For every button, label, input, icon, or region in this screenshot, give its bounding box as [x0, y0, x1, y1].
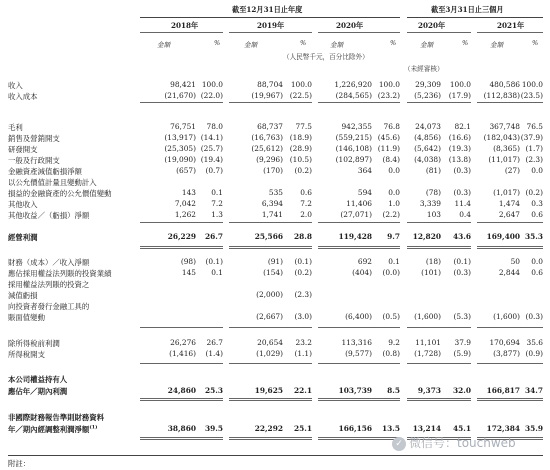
percent-cell: 7.2	[300, 199, 312, 208]
bottom-rule	[8, 455, 543, 456]
percent-cell: 25.1	[293, 424, 312, 433]
amount-cell: 11,406	[346, 199, 372, 208]
subtotal-rule	[477, 327, 543, 328]
row-label: 其他收入	[8, 200, 38, 209]
subtotal-rule	[140, 439, 223, 440]
subtotal-rule	[229, 437, 312, 438]
percent-cell: 35.6	[526, 338, 543, 347]
percent-cell: 76.5	[526, 122, 543, 131]
percent-cell: (0.2)	[525, 188, 543, 197]
subtotal-rule	[140, 246, 223, 247]
subtotal-rule	[229, 363, 312, 364]
amount-cell: (25,612)	[251, 144, 283, 153]
percent-cell: (18.9)	[289, 133, 312, 142]
percent-cell: 45.1	[452, 424, 471, 433]
amount-cell: (4,038)	[414, 155, 441, 164]
amount-cell: 172,384	[486, 424, 520, 433]
percent-cell: 9.2	[388, 338, 400, 347]
amount-cell: 3,339	[419, 199, 441, 208]
amount-label: 金額	[157, 41, 171, 49]
amount-cell: 1,741	[261, 210, 283, 219]
amount-cell: (27)	[504, 166, 520, 175]
amount-cell: 9,373	[417, 386, 441, 395]
subtotal-rule	[229, 102, 312, 103]
amount-cell: (8,365)	[493, 144, 520, 153]
subtotal-rule	[318, 246, 400, 247]
amount-cell: 143	[181, 188, 196, 197]
percent-cell: (0.3)	[453, 268, 471, 277]
wechat-icon: ✓	[392, 437, 406, 451]
percent-cell: (19.4)	[200, 155, 223, 164]
amount-cell: 145	[181, 268, 196, 277]
subtotal-rule	[407, 327, 471, 328]
subtotal-rule	[229, 398, 312, 399]
percent-cell: (0.3)	[453, 166, 471, 175]
amount-cell: 12,820	[412, 232, 441, 241]
percent-cell: (0.9)	[525, 349, 543, 358]
percent-cell: 22.1	[293, 386, 312, 395]
amount-cell: 367,748	[489, 122, 520, 131]
header-group-quarter: 截至3月31日止三個月	[431, 5, 504, 14]
row-label: 收入	[8, 81, 23, 90]
subtotal-rule	[407, 246, 471, 247]
percent-cell: 1.0	[388, 199, 400, 208]
amount-cell: (1,017)	[493, 188, 520, 197]
percent-cell: 0.4	[459, 210, 471, 219]
percent-cell: 43.6	[452, 232, 471, 241]
amount-cell: (102,897)	[335, 155, 372, 164]
row-label: 減值虧損	[8, 291, 38, 300]
percent-cell: 0.1	[388, 257, 400, 266]
percent-cell: 0.1	[211, 188, 223, 197]
amount-cell: 103	[426, 210, 441, 219]
amount-cell: 24,073	[415, 122, 441, 131]
row-label: 以公允價值計量且變動計入	[8, 178, 97, 187]
percent-cell: 35.9	[524, 424, 543, 433]
amount-cell: 103,739	[338, 386, 372, 395]
percent-cell: 76.8	[383, 122, 400, 131]
percent-cell: (0.3)	[525, 312, 543, 321]
row-label: 金融資產減值虧損淨額	[8, 167, 82, 176]
year-rule-3	[318, 32, 400, 33]
percent-cell: (14.1)	[200, 133, 223, 142]
percent-cell: 100.0	[521, 80, 543, 89]
percent-cell: (23.5)	[520, 91, 543, 100]
percent-cell: 26.7	[204, 232, 223, 241]
percent-cell: 0.1	[211, 268, 223, 277]
amount-cell: 26,229	[167, 232, 196, 241]
percent-cell: 82.1	[454, 122, 471, 131]
subtotal-rule	[477, 248, 543, 249]
row-label: 本公司權益持有人	[8, 375, 68, 384]
percent-cell: 0.0	[388, 166, 400, 175]
amount-cell: (1,029)	[256, 349, 283, 358]
subtotal-rule	[407, 248, 471, 249]
amount-cell: 535	[268, 188, 283, 197]
amount-cell: 24,860	[167, 386, 196, 395]
subtotal-rule	[229, 222, 312, 223]
row-label: 收入成本	[8, 92, 38, 101]
percent-cell: (5.3)	[453, 312, 471, 321]
subtotal-rule	[318, 102, 400, 103]
amount-cell: 166,156	[338, 424, 372, 433]
subtotal-rule	[318, 439, 400, 440]
percent-cell: 100.0	[201, 80, 223, 89]
row-label: 除所得稅前利潤	[8, 339, 60, 348]
amount-cell: (16,763)	[251, 133, 283, 142]
percent-cell: (11.9)	[377, 144, 400, 153]
header-year-5: 2021年	[497, 21, 525, 30]
amount-cell: 20,654	[257, 338, 283, 347]
subtotal-rule	[140, 102, 223, 103]
amount-cell: (1,600)	[493, 312, 520, 321]
amount-cell: 1,474	[498, 199, 520, 208]
row-label: 一般及行政開支	[8, 156, 60, 165]
amount-cell: 25,566	[254, 232, 283, 241]
percent-label: %	[214, 39, 221, 47]
percent-cell: (0.8)	[382, 349, 400, 358]
amount-cell: 76,751	[170, 122, 196, 131]
amount-cell: 1,262	[174, 210, 196, 219]
percent-cell: (0.5)	[382, 312, 400, 321]
percent-cell: (2.2)	[382, 210, 400, 219]
amount-cell: (81)	[425, 166, 441, 175]
percent-cell: (17.9)	[448, 91, 471, 100]
amount-cell: 22,292	[254, 424, 283, 433]
subtotal-rule	[318, 222, 400, 223]
amount-cell: (284,565)	[335, 91, 372, 100]
amount-cell: 169,400	[486, 232, 520, 241]
amount-cell: (101)	[421, 268, 441, 277]
header-year-1: 2018年	[171, 21, 199, 30]
amount-cell: (6,400)	[345, 312, 372, 321]
percent-cell: (22.0)	[200, 91, 223, 100]
percent-cell: 100.0	[290, 80, 312, 89]
percent-cell: 13.5	[381, 424, 400, 433]
percent-cell: (37.9)	[520, 133, 543, 142]
row-label: 賬面值變動	[8, 313, 45, 322]
subtotal-rule	[477, 398, 543, 399]
amount-cell: 2,647	[498, 210, 520, 219]
amount-cell: (19,967)	[251, 91, 283, 100]
amount-cell: (154)	[263, 268, 283, 277]
percent-cell: 0.6	[531, 268, 543, 277]
subtotal-rule	[140, 363, 223, 364]
amount-cell: (25,305)	[164, 144, 196, 153]
subtotal-rule	[477, 400, 543, 401]
subtotal-rule	[229, 327, 312, 328]
row-label: 損益的金融資產的公允價值變動	[8, 189, 112, 198]
percent-cell: (0.1)	[453, 257, 471, 266]
amount-cell: (5,642)	[414, 144, 441, 153]
percent-cell: 11.4	[454, 199, 471, 208]
percent-cell: (8.4)	[382, 155, 400, 164]
percent-cell: (1.1)	[294, 349, 312, 358]
percent-cell: 39.5	[204, 424, 223, 433]
percent-cell: 37.9	[454, 338, 471, 347]
percent-cell: 0.0	[531, 257, 543, 266]
header-year-4: 2020年	[418, 21, 446, 30]
amount-cell: (9,577)	[345, 349, 372, 358]
row-label: 銷售及營銷開支	[8, 134, 60, 143]
amount-cell: (3,877)	[493, 349, 520, 358]
amount-cell: 170,694	[489, 338, 520, 347]
amount-cell: 119,428	[338, 232, 372, 241]
amount-cell: (1,728)	[414, 349, 441, 358]
subtotal-rule	[318, 437, 400, 438]
amount-cell: 13,214	[412, 424, 441, 433]
amount-cell: (404)	[352, 268, 372, 277]
percent-cell: 35.3	[524, 232, 543, 241]
amount-cell: (78)	[425, 188, 441, 197]
amount-cell: (9,296)	[256, 155, 283, 164]
footnote-marker: (1)	[89, 424, 98, 431]
amount-cell: (112,838)	[483, 91, 520, 100]
subtotal-rule	[229, 246, 312, 247]
subtotal-rule	[318, 398, 400, 399]
subtotal-rule	[318, 400, 400, 401]
percent-cell: (25.7)	[200, 144, 223, 153]
subtotal-rule	[477, 363, 543, 364]
percent-cell: 32.0	[452, 386, 471, 395]
amount-label: 金額	[330, 41, 344, 49]
percent-cell: 34.7	[524, 386, 543, 395]
amount-cell: 692	[357, 257, 372, 266]
percent-label: %	[390, 39, 397, 47]
subtotal-rule	[229, 400, 312, 401]
amount-cell: (91)	[267, 257, 283, 266]
subtotal-rule	[140, 248, 223, 249]
amount-cell: 480,586	[489, 80, 520, 89]
percent-cell: 25.3	[204, 386, 223, 395]
amount-cell: (18)	[425, 257, 441, 266]
percent-cell: (10.5)	[289, 155, 312, 164]
row-label: 研發開支	[8, 145, 38, 154]
percent-cell: (1.4)	[205, 349, 223, 358]
unaudited-note: （未經審核）	[404, 65, 444, 73]
amount-cell: 68,737	[257, 122, 283, 131]
amount-cell: (5,236)	[414, 91, 441, 100]
percent-cell: 0.0	[531, 166, 543, 175]
amount-cell: (13,917)	[164, 133, 196, 142]
percent-cell: 7.2	[211, 199, 223, 208]
percent-cell: 77.5	[295, 122, 312, 131]
subtotal-rule	[318, 327, 400, 328]
amount-cell: 19,625	[254, 386, 283, 395]
amount-cell: (2,667)	[256, 312, 283, 321]
subtotal-rule	[407, 363, 471, 364]
amount-cell: 11,101	[415, 338, 441, 347]
watermark-text: 微信号：touchweb	[409, 436, 516, 450]
amount-cell: 364	[357, 166, 372, 175]
subtotal-rule	[140, 437, 223, 438]
amount-cell: (2,000)	[256, 290, 283, 299]
amount-cell: (19,090)	[164, 155, 196, 164]
header-group-year: 截至12月31日止年度	[232, 5, 303, 14]
percent-label: %	[462, 39, 469, 47]
percent-cell: (0.7)	[205, 166, 223, 175]
percent-cell: 26.7	[206, 338, 223, 347]
percent-cell: 0.0	[388, 188, 400, 197]
percent-cell: (3.0)	[294, 312, 312, 321]
year-rule-1	[140, 32, 223, 33]
percent-label: %	[532, 39, 539, 47]
subtotal-rule	[140, 222, 223, 223]
percent-cell: (22.5)	[289, 91, 312, 100]
percent-cell: 78.0	[206, 122, 223, 131]
subtotal-rule	[140, 327, 223, 328]
unit-note: （人民幣千元，百分比除外）	[283, 53, 369, 61]
percent-cell: (5.9)	[453, 349, 471, 358]
header-rule-1	[140, 17, 400, 18]
subtotal-rule	[477, 222, 543, 223]
amount-cell: 50	[510, 257, 520, 266]
amount-cell: (170)	[263, 166, 283, 175]
amount-cell: 166,817	[486, 386, 520, 395]
percent-cell: 9.7	[387, 232, 400, 241]
amount-label: 金額	[490, 41, 504, 49]
subtotal-rule	[229, 439, 312, 440]
row-label: 經營利潤	[8, 233, 38, 242]
amount-cell: (4,856)	[414, 133, 441, 142]
percent-cell: (0.0)	[382, 268, 400, 277]
row-label: 應佔採用權益法列賬的投資業績	[8, 269, 112, 278]
row-label: 採用權益法列賬的投資之	[8, 280, 90, 289]
amount-cell: 113,316	[341, 338, 372, 347]
amount-cell: (559,215)	[335, 133, 372, 142]
amount-cell: (98)	[180, 257, 196, 266]
percent-cell: (0.1)	[294, 257, 312, 266]
amount-cell: 942,355	[341, 122, 372, 131]
amount-cell: 7,042	[174, 199, 196, 208]
amount-cell: (182,043)	[483, 133, 520, 142]
percent-cell: (19.3)	[448, 144, 471, 153]
percent-cell: (1.7)	[525, 144, 543, 153]
amount-cell: (27,071)	[340, 210, 372, 219]
amount-cell: (657)	[176, 166, 196, 175]
row-label: 非國際財務報告準則財務資料	[8, 413, 105, 422]
subtotal-rule	[318, 363, 400, 364]
subtotal-rule	[407, 222, 471, 223]
watermark	[392, 434, 516, 451]
percent-cell: (13.8)	[448, 155, 471, 164]
amount-cell: 2,844	[498, 268, 520, 277]
percent-cell: (0.2)	[294, 268, 312, 277]
amount-cell: 6,394	[261, 199, 283, 208]
amount-cell: (146,108)	[335, 144, 372, 153]
header-rule-2	[407, 17, 543, 18]
percent-cell: 28.8	[293, 232, 312, 241]
row-label: 所得稅開支	[8, 350, 45, 359]
year-rule-5	[477, 32, 543, 33]
year-rule-4	[407, 32, 471, 33]
row-label: 財務（成本）／收入淨額	[8, 258, 90, 267]
percent-cell: 100.0	[449, 80, 471, 89]
percent-cell: (0.3)	[453, 188, 471, 197]
amount-cell: (21,670)	[164, 91, 196, 100]
percent-cell: 2.0	[300, 210, 312, 219]
percent-cell: (2.3)	[294, 290, 312, 299]
percent-cell: 1.3	[211, 210, 223, 219]
amount-cell: 98,421	[170, 80, 196, 89]
percent-cell: (16.6)	[448, 133, 471, 142]
subtotal-rule	[407, 102, 471, 103]
subtotal-rule	[477, 102, 543, 103]
amount-cell: (1,600)	[414, 312, 441, 321]
footnote-label: 附註：	[8, 459, 31, 468]
subtotal-rule	[229, 248, 312, 249]
percent-cell: 100.0	[378, 80, 400, 89]
percent-label: %	[300, 39, 307, 47]
percent-cell: 0.6	[300, 188, 312, 197]
amount-cell: 88,704	[257, 80, 283, 89]
header-year-3: 2020年	[336, 21, 364, 30]
amount-cell: (11,017)	[488, 155, 520, 164]
row-label: 向投資者發行金融工具的	[8, 302, 90, 311]
percent-cell: (0.1)	[205, 257, 223, 266]
percent-cell: 23.2	[295, 338, 312, 347]
percent-cell: 0.6	[531, 210, 543, 219]
row-label: 毛利	[8, 123, 23, 132]
amount-label: 金額	[244, 41, 258, 49]
amount-cell: (1,416)	[169, 349, 196, 358]
percent-cell: (28.9)	[289, 144, 312, 153]
amount-cell: 38,860	[167, 424, 196, 433]
amount-cell: 29,309	[415, 80, 441, 89]
amount-cell: 1,226,920	[334, 80, 372, 89]
amount-label: 金額	[420, 41, 434, 49]
subtotal-rule	[140, 400, 223, 401]
subtotal-rule	[477, 246, 543, 247]
percent-cell: (2.3)	[525, 155, 543, 164]
percent-cell: 0.3	[531, 199, 543, 208]
percent-cell: (0.2)	[294, 166, 312, 175]
percent-cell: (23.2)	[377, 91, 400, 100]
header-year-2: 2019年	[257, 21, 285, 30]
subtotal-rule	[407, 398, 471, 399]
amount-cell: 26,276	[170, 338, 196, 347]
subtotal-rule	[407, 400, 471, 401]
year-rule-2	[229, 32, 312, 33]
row-label: 年／期內經調整利潤淨額$^{(1)}$	[8, 424, 98, 434]
percent-cell: 8.5	[387, 386, 400, 395]
row-label: 其他收益／（虧損）淨額	[8, 211, 90, 220]
percent-cell: (45.6)	[377, 133, 400, 142]
subtotal-rule	[140, 398, 223, 399]
amount-cell: 594	[357, 188, 372, 197]
row-label: 應佔年／期內利潤	[8, 387, 68, 396]
subtotal-rule	[318, 248, 400, 249]
